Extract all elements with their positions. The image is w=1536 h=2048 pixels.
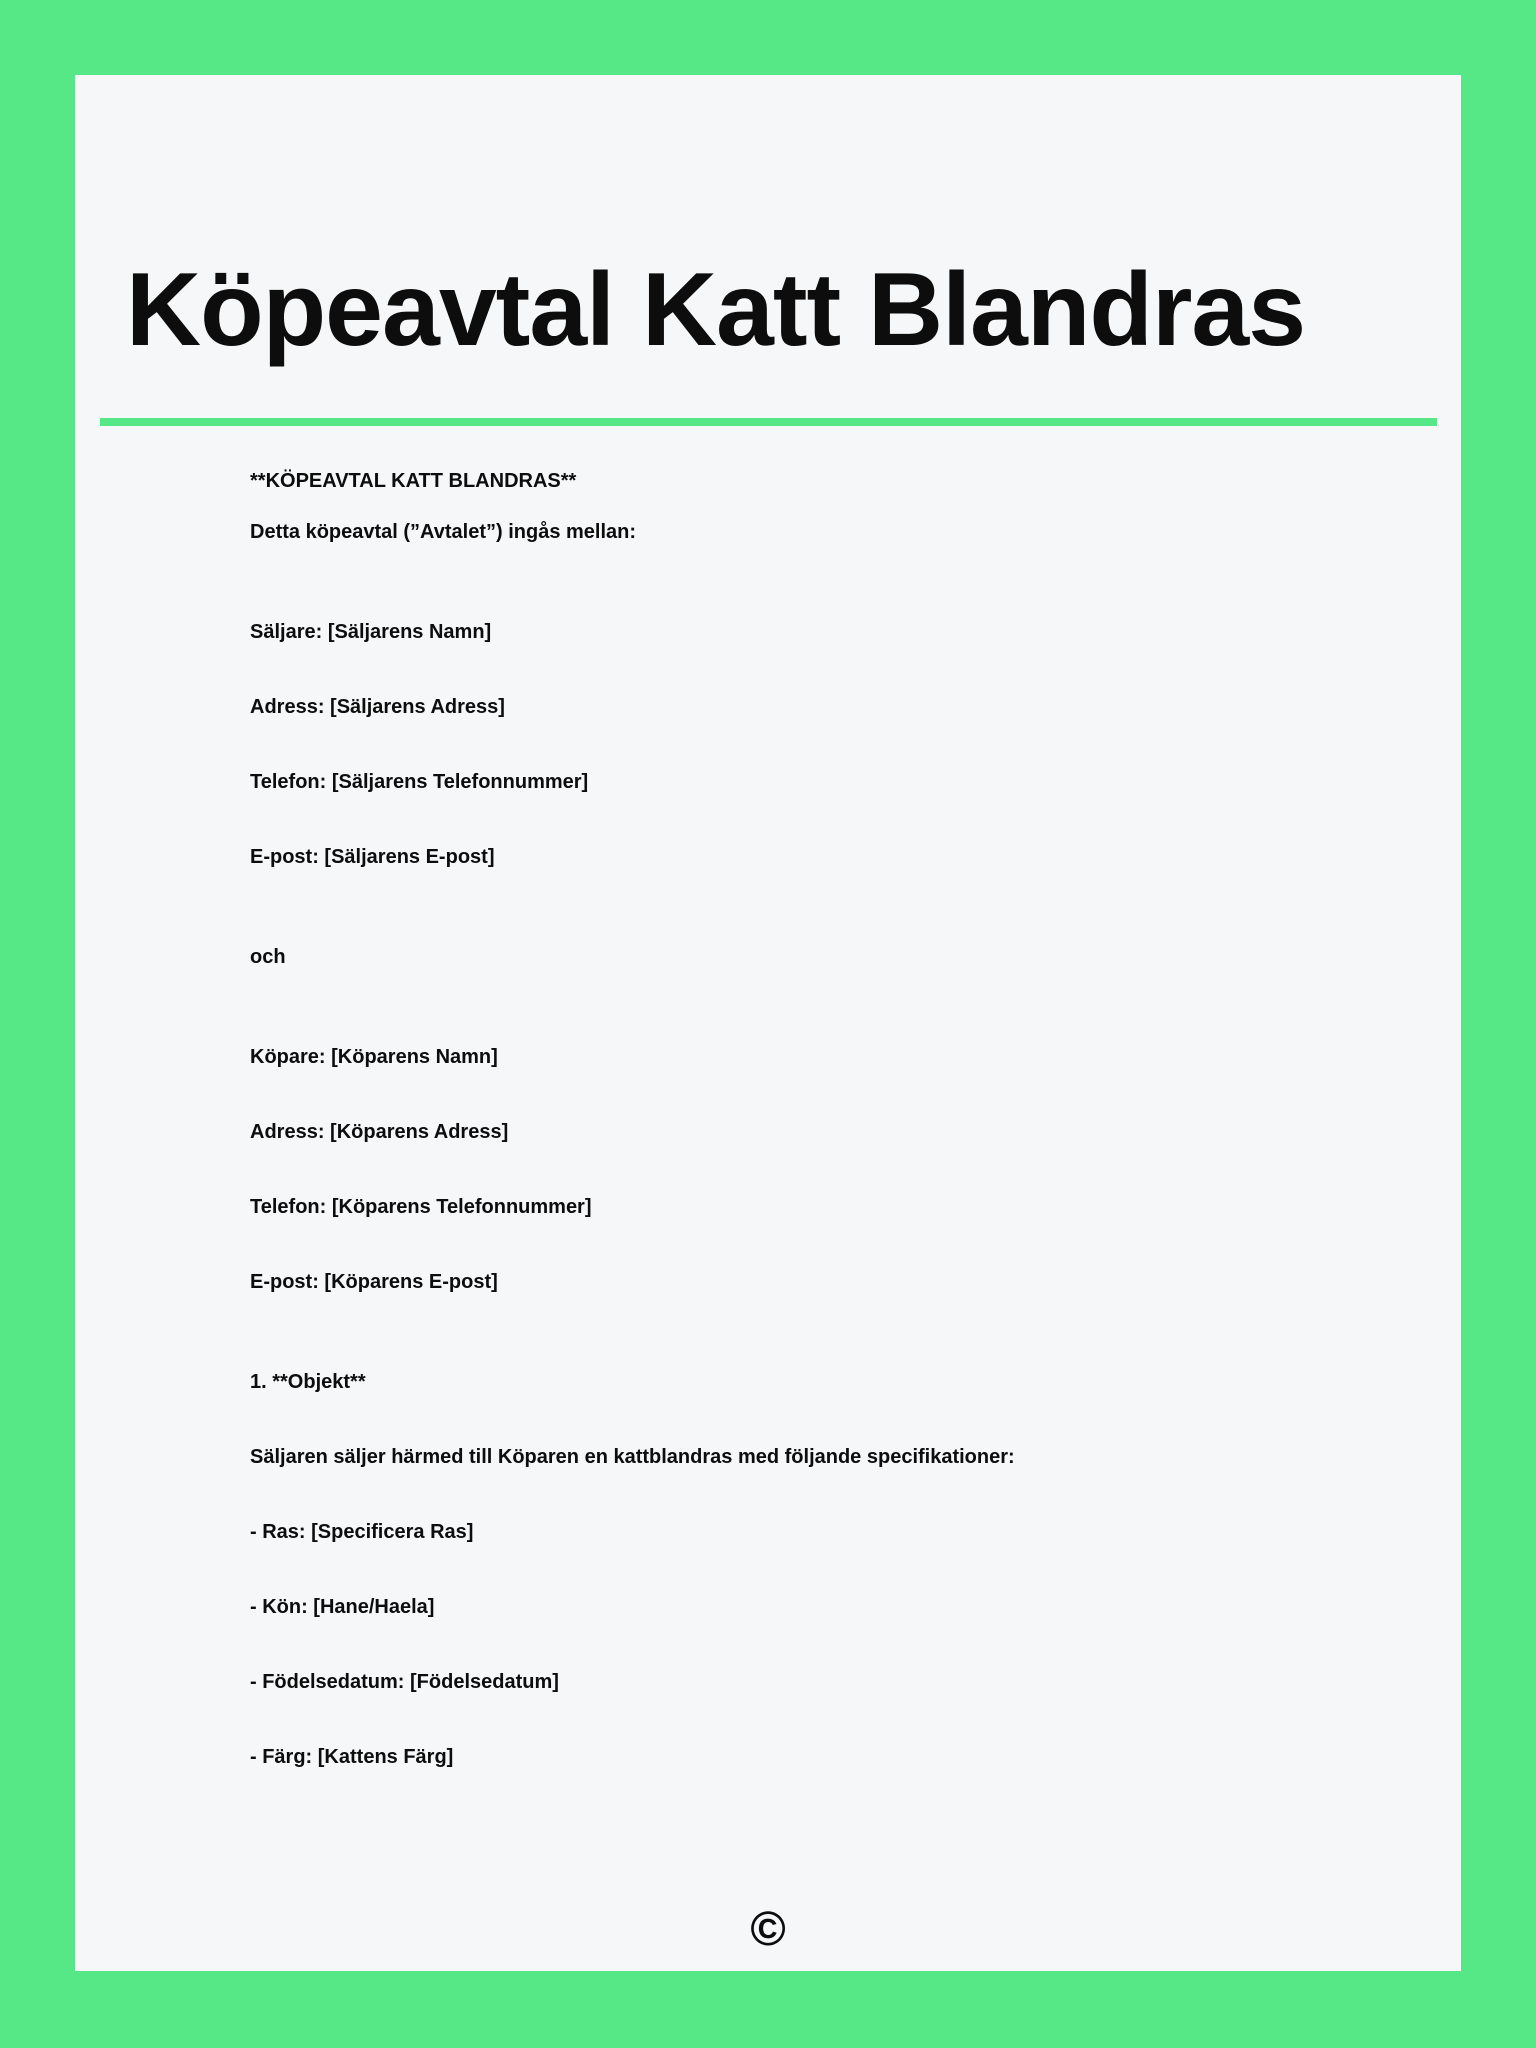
document-paragraph: E-post: [Köparens E-post] (250, 1271, 498, 1293)
document-paragraph: Detta köpeavtal (”Avtalet”) ingås mellan: (250, 521, 637, 543)
document-paragraph: och (250, 946, 286, 968)
document-paragraph: Säljaren säljer härmed till Köparen en kattblandras med följande specifikationer: (250, 1446, 1015, 1468)
document-body (250, 468, 1421, 1770)
document-paragraph: Säljare: [Säljarens Namn] (250, 621, 492, 643)
document-paragraph: Köpare: [Köparens Namn] (250, 1046, 498, 1068)
document-page (75, 75, 1461, 1971)
document-paragraph: Telefon: [Köparens Telefonnummer] (250, 1196, 592, 1218)
document-paragraph: E-post: [Säljarens E-post] (250, 846, 495, 868)
document-paragraph: Telefon: [Säljarens Telefonnummer] (250, 771, 589, 793)
document-title: Köpeavtal Katt Blandras (126, 252, 1306, 368)
document-paragraph: Adress: [Köparens Adress] (250, 1121, 509, 1143)
document-paragraph: - Kön: [Hane/Haela] (250, 1596, 435, 1618)
copyright-symbol: © (750, 1903, 786, 1956)
document-paragraph: **KÖPEAVTAL KATT BLANDRAS** (250, 470, 577, 492)
title-divider (100, 418, 1437, 426)
document-paragraph: - Födelsedatum: [Födelsedatum] (250, 1671, 559, 1693)
document-paragraph: - Ras: [Specificera Ras] (250, 1521, 474, 1543)
document-paragraph: 1. **Objekt** (250, 1371, 366, 1393)
document-paragraph: - Färg: [Kattens Färg] (250, 1746, 454, 1768)
document-paragraph: Adress: [Säljarens Adress] (250, 696, 505, 718)
